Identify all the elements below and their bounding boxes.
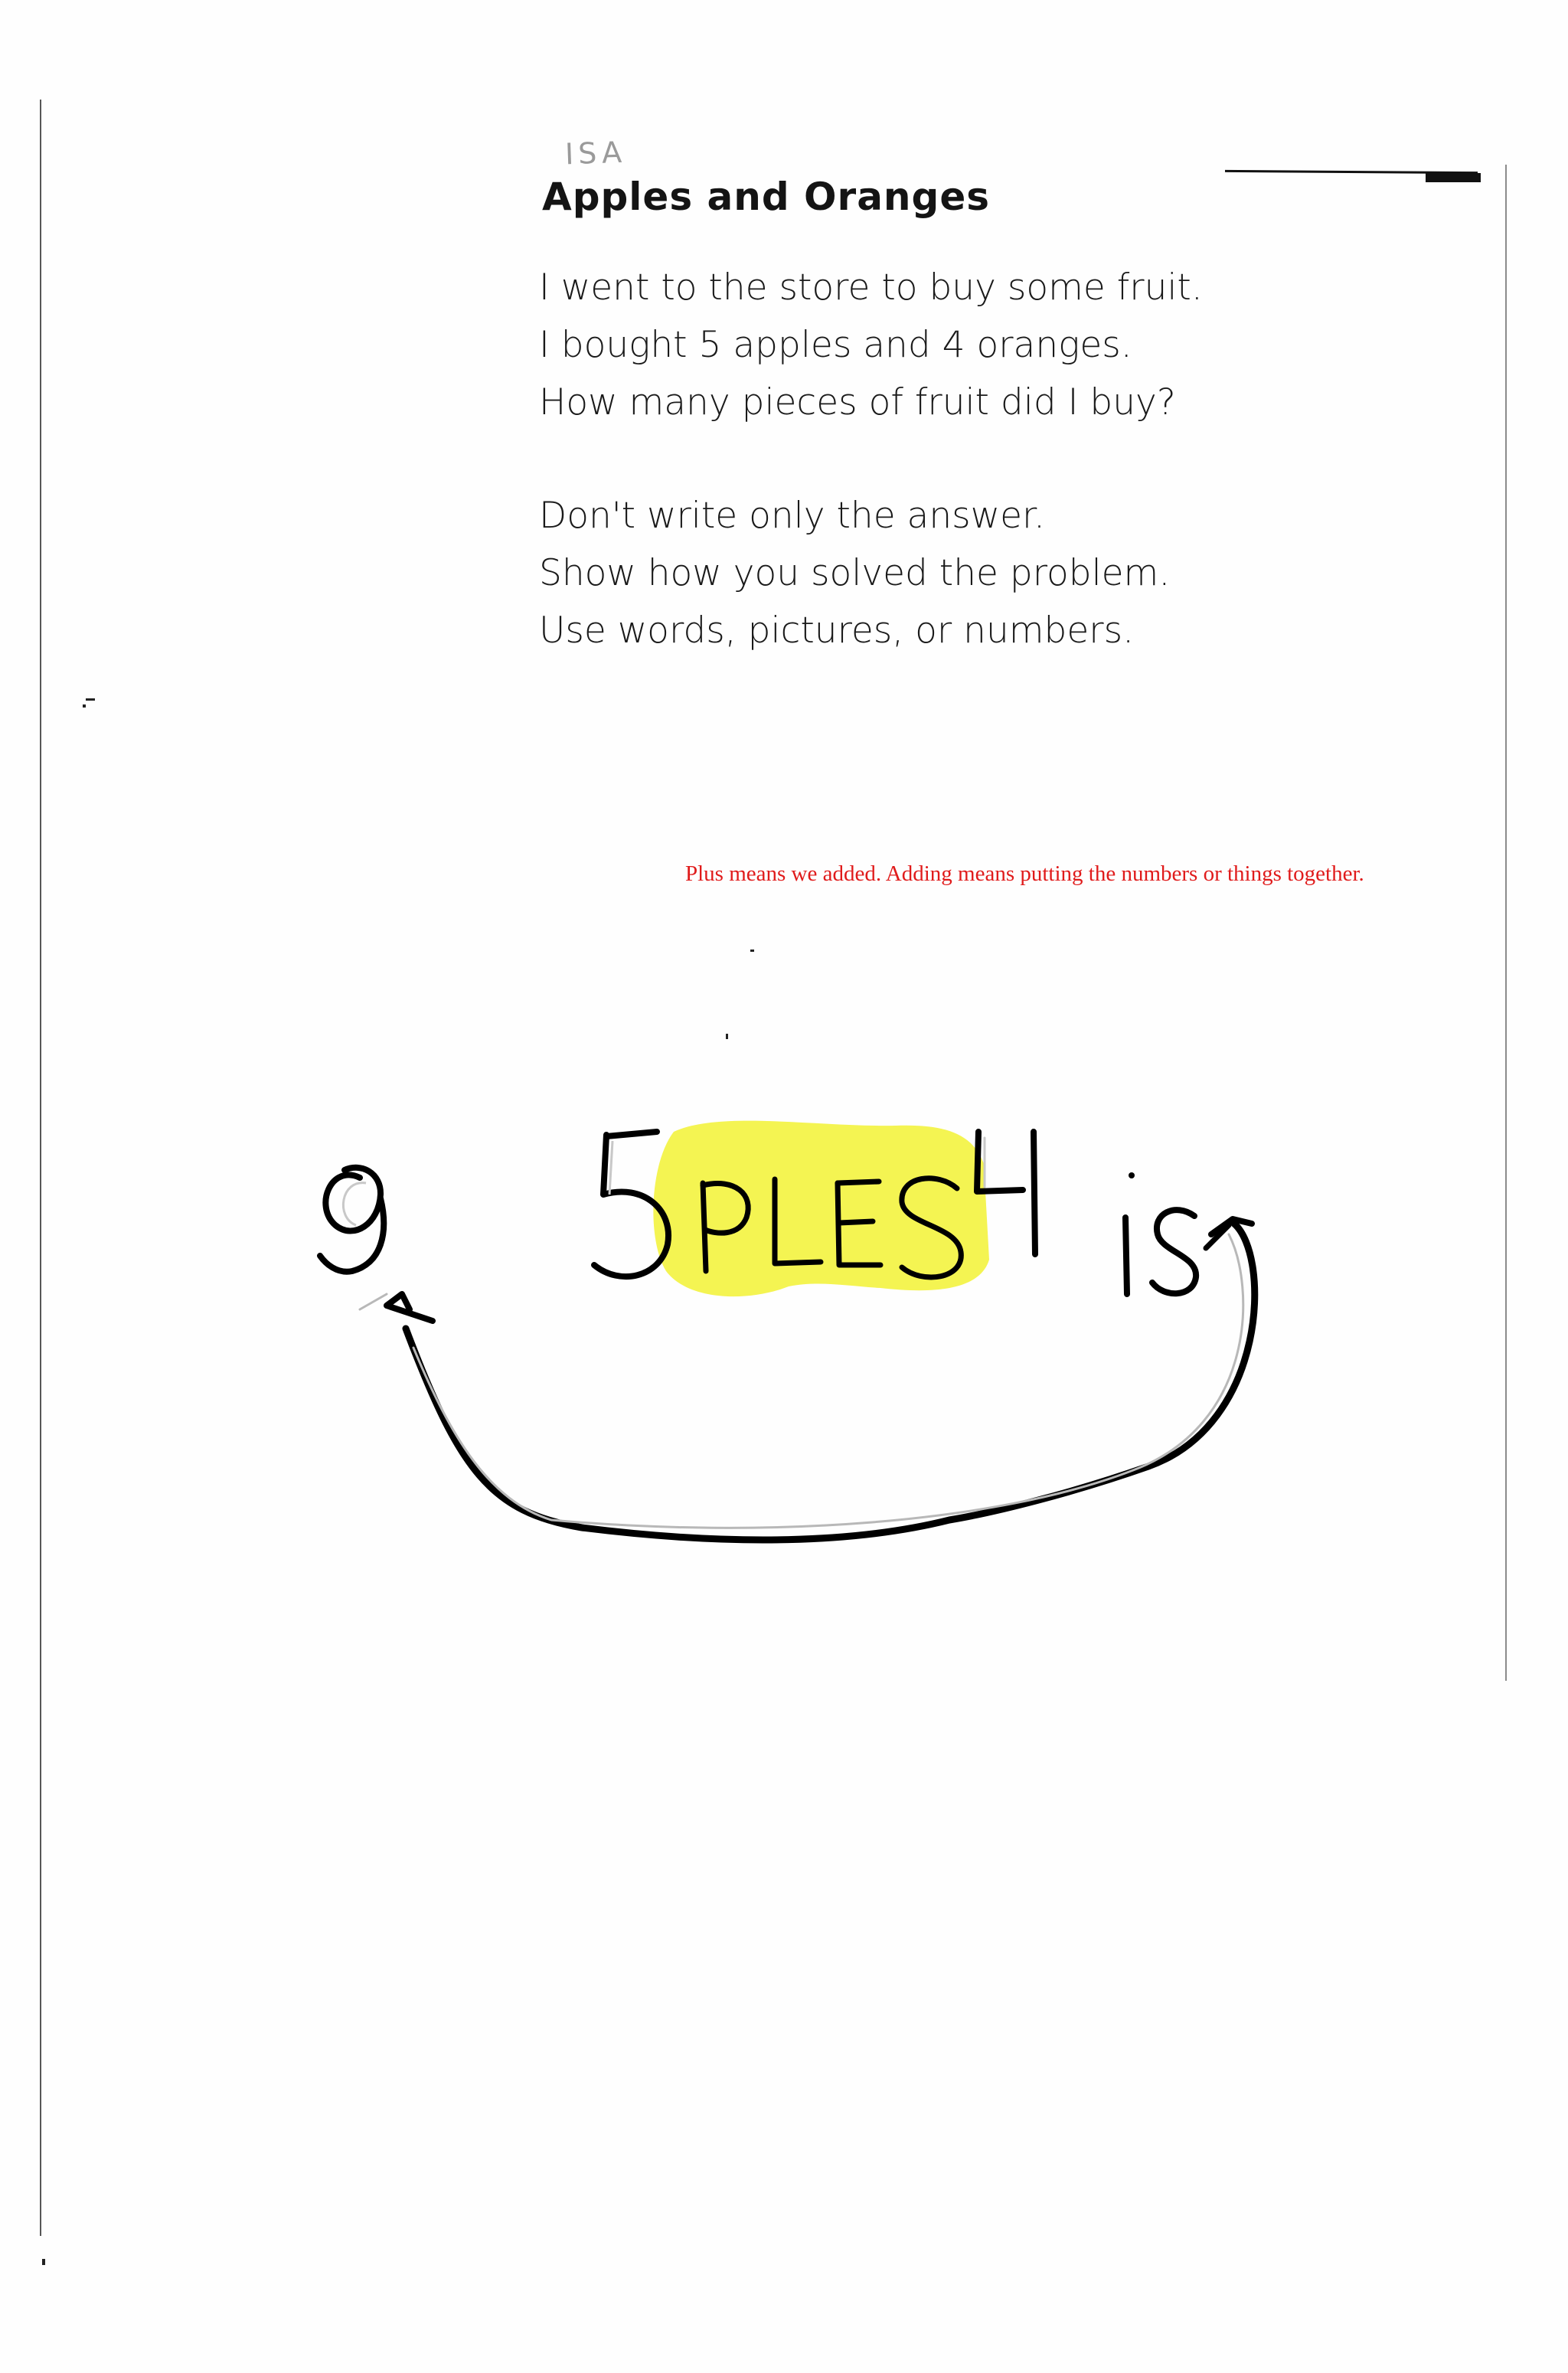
student-name-handwriting: ISA (564, 135, 627, 172)
problem-line: How many pieces of fruit did I buy? (539, 381, 1176, 423)
worksheet-title: Apples and Oranges (542, 175, 990, 219)
instruction-line: Show how you solved the problem. (539, 552, 1171, 594)
equals-word-is (1125, 1172, 1196, 1294)
instruction-line: Use words, pictures, or numbers. (539, 610, 1135, 652)
teacher-comment: Plus means we added. Adding means putting the numbers or things together. (685, 861, 1364, 886)
answer-nine (320, 1168, 384, 1272)
instruction-line: Don't write only the answer. (539, 495, 1045, 537)
first-addend-five (594, 1132, 668, 1276)
problem-line: I bought 5 apples and 4 oranges. (539, 324, 1132, 366)
problem-line: I went to the store to buy some fruit. (539, 266, 1203, 309)
